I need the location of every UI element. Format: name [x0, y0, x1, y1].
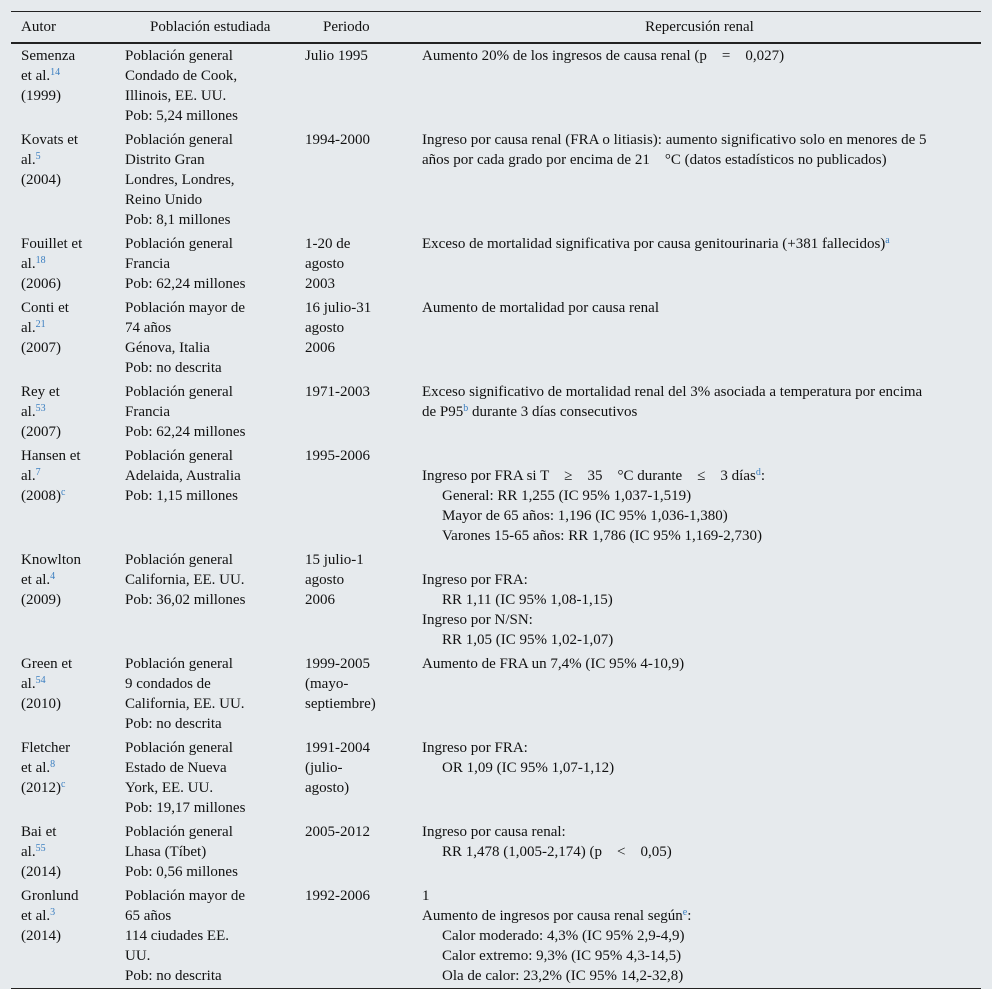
period-cell [301, 128, 418, 232]
author-line [21, 886, 121, 906]
population-line: Población general [125, 824, 233, 840]
author-line [21, 338, 121, 358]
author-cell [11, 296, 121, 380]
author-line [21, 66, 121, 86]
author-line [21, 170, 121, 190]
author-line [21, 318, 121, 338]
author-text: al. [21, 844, 36, 860]
author-text: (2009) [21, 592, 61, 608]
footnote-mark: a [885, 235, 890, 246]
author-text: Fouillet et [21, 236, 83, 252]
author-text: et al. [21, 68, 51, 84]
author-line [21, 402, 121, 422]
renal-impact-text: Aumento de ingresos por causa renal según [422, 908, 683, 924]
author-cell [11, 380, 121, 444]
period-line: 2003 [305, 276, 335, 292]
renal-impact-text: Ingreso por FRA: [422, 740, 528, 756]
period-line: 1-20 de [305, 236, 351, 252]
population-cell [121, 820, 301, 884]
period-line: septiembre) [305, 696, 376, 712]
renal-impact-cell [418, 820, 981, 884]
author-cell [11, 884, 121, 989]
population-line: Pob: no descrita [125, 716, 222, 732]
renal-impact-line [422, 906, 961, 926]
renal-impact-text: Ingreso por N/SN: [422, 612, 533, 628]
period-cell [301, 296, 418, 380]
population-line: Pob: 0,56 millones [125, 864, 238, 880]
header-period: Periodo [323, 19, 370, 35]
period-line: 1992-2006 [305, 888, 370, 904]
author-text: Gronlund [21, 888, 79, 904]
author-line [21, 274, 121, 294]
author-line [21, 486, 121, 506]
renal-impact-text: Aumento 20% de los ingresos de causa renal (p = 0,027) [422, 48, 785, 64]
author-line [21, 382, 121, 402]
population-line: Población general [125, 740, 233, 756]
renal-impact-cell [418, 380, 981, 444]
author-text: (2004) [21, 172, 61, 188]
population-line: Condado de Cook, [125, 68, 238, 84]
renal-impact-text-tail: durante 3 días consecutivos [468, 404, 638, 420]
population-line: Población general [125, 552, 233, 568]
renal-impact-text: Varones 15-65 años: RR 1,786 (IC 95% 1,169-2,730) [442, 528, 762, 544]
author-line [21, 738, 121, 758]
author-line [21, 298, 121, 318]
renal-impact-line [422, 926, 961, 946]
author-text: et al. [21, 760, 51, 776]
renal-impact-text: Calor extremo: 9,3% (IC 95% 4,3-14,5) [442, 948, 682, 964]
author-line [21, 778, 121, 798]
table-row [11, 736, 981, 820]
renal-impact-text: Ingreso por causa renal (FRA o litiasis): aumento significativo solo en menores de 5 [422, 132, 927, 148]
author-line [21, 674, 121, 694]
population-line: Pob: 19,17 millones [125, 800, 246, 816]
author-text: Kovats et [21, 132, 79, 148]
population-line: Pob: 8,1 millones [125, 212, 231, 228]
population-line: Illinois, EE. UU. [125, 88, 227, 104]
population-line: Pob: 36,02 millones [125, 592, 246, 608]
renal-impact-table [11, 11, 981, 989]
population-line: California, EE. UU. [125, 696, 245, 712]
population-line: Población general [125, 48, 233, 64]
population-cell [121, 296, 301, 380]
author-cell [11, 444, 121, 548]
footnote-mark: d [755, 467, 761, 478]
population-line: UU. [125, 948, 151, 964]
period-cell [301, 736, 418, 820]
renal-impact-text: OR 1,09 (IC 95% 1,07-1,12) [442, 760, 615, 776]
period-line: agosto) [305, 780, 350, 796]
renal-impact-line [422, 966, 961, 986]
renal-impact-cell [418, 736, 981, 820]
reference-number: 14 [50, 67, 61, 78]
population-cell [121, 652, 301, 736]
population-line: 9 condados de [125, 676, 211, 692]
period-line: 15 julio-1 [305, 552, 364, 568]
renal-impact-line [422, 446, 961, 466]
author-text: (2014) [21, 864, 61, 880]
period-line: 1994-2000 [305, 132, 370, 148]
population-line: York, EE. UU. [125, 780, 214, 796]
author-text: Rey et [21, 384, 60, 400]
renal-impact-line [422, 946, 961, 966]
author-text: Bai et [21, 824, 57, 840]
period-line: (julio- [305, 760, 343, 776]
table-row [11, 232, 981, 296]
author-text: (2007) [21, 424, 61, 440]
author-cell [11, 232, 121, 296]
table-header [11, 12, 981, 44]
period-line: 2005-2012 [305, 824, 370, 840]
period-cell [301, 43, 418, 128]
renal-impact-line [422, 526, 961, 546]
table-row [11, 296, 981, 380]
renal-impact-cell [418, 548, 981, 652]
population-cell [121, 736, 301, 820]
renal-impact-text: Mayor de 65 años: 1,196 (IC 95% 1,036-1,380) [442, 508, 728, 524]
population-line: Pob: 62,24 millones [125, 276, 246, 292]
author-text: al. [21, 404, 36, 420]
author-text: (2008) [21, 488, 61, 504]
period-cell [301, 884, 418, 989]
renal-impact-text: Ingreso por FRA: [422, 572, 528, 588]
period-line: 1991-2004 [305, 740, 370, 756]
renal-impact-line [422, 738, 961, 758]
reference-number: 53 [35, 403, 46, 414]
author-line [21, 654, 121, 674]
footnote-mark: c [61, 779, 66, 790]
period-cell [301, 548, 418, 652]
footnote-mark: e [682, 907, 688, 918]
population-cell [121, 43, 301, 128]
author-line [21, 86, 121, 106]
table-body [11, 43, 981, 989]
author-line [21, 150, 121, 170]
renal-impact-line [422, 466, 961, 486]
population-line: Pob: 1,15 millones [125, 488, 238, 504]
author-line [21, 694, 121, 714]
table-row [11, 380, 981, 444]
author-text: et al. [21, 908, 51, 924]
population-cell [121, 548, 301, 652]
renal-impact-text: Exceso de mortalidad significativa por causa genitourinaria (+381 fallecidos) [422, 236, 886, 252]
reference-number: 5 [35, 151, 41, 162]
renal-impact-line [422, 486, 961, 506]
renal-impact-line [422, 130, 961, 150]
renal-impact-line [422, 550, 961, 570]
author-text: Knowlton [21, 552, 81, 568]
author-text: (2014) [21, 928, 61, 944]
period-line: 1999-2005 [305, 656, 370, 672]
renal-impact-line [422, 610, 961, 630]
population-line: Pob: no descrita [125, 968, 222, 984]
author-cell [11, 820, 121, 884]
renal-impact-line [422, 234, 961, 254]
author-line [21, 822, 121, 842]
renal-impact-line [422, 630, 961, 650]
header-population: Población estudiada [150, 19, 271, 35]
renal-impact-cell [418, 884, 981, 989]
renal-impact-text: RR 1,05 (IC 95% 1,02-1,07) [442, 632, 614, 648]
renal-impact-cell [418, 232, 981, 296]
header-row [11, 12, 981, 44]
period-line: 1971-2003 [305, 384, 370, 400]
author-text: al. [21, 320, 36, 336]
population-cell [121, 380, 301, 444]
renal-impact-text: años por cada grado por encima de 21 °C (datos estadísticos no publicados) [422, 152, 887, 168]
author-line [21, 906, 121, 926]
renal-impact-text: Aumento de mortalidad por causa renal [422, 300, 659, 316]
author-text: (1999) [21, 88, 61, 104]
footnote-mark: c [61, 487, 66, 498]
author-cell [11, 736, 121, 820]
population-line: Estado de Nueva [125, 760, 227, 776]
table-row [11, 444, 981, 548]
population-line: 74 años [125, 320, 172, 336]
author-line [21, 550, 121, 570]
author-text: al. [21, 256, 36, 272]
renal-impact-text: de P95 [422, 404, 464, 420]
renal-impact-line [422, 506, 961, 526]
author-text: al. [21, 152, 36, 168]
reference-number: 3 [50, 907, 56, 918]
table-row [11, 820, 981, 884]
reference-number: 8 [50, 759, 56, 770]
population-line: Francia [125, 404, 170, 420]
population-line: Génova, Italia [125, 340, 210, 356]
population-line: Población general [125, 656, 233, 672]
table-row [11, 548, 981, 652]
author-cell [11, 43, 121, 128]
population-line: California, EE. UU. [125, 572, 245, 588]
renal-impact-text: Ola de calor: 23,2% (IC 95% 14,2-32,8) [442, 968, 684, 984]
renal-impact-line [422, 822, 961, 842]
renal-impact-cell [418, 128, 981, 232]
author-text: al. [21, 468, 36, 484]
period-line: 2006 [305, 592, 335, 608]
renal-impact-text: RR 1,11 (IC 95% 1,08-1,15) [442, 592, 613, 608]
author-text: (2006) [21, 276, 61, 292]
author-cell [11, 652, 121, 736]
author-line [21, 590, 121, 610]
renal-impact-text: Aumento de FRA un 7,4% (IC 95% 4-10,9) [422, 656, 685, 672]
population-line: Pob: 62,24 millones [125, 424, 246, 440]
reference-number: 7 [35, 467, 41, 478]
reference-number: 18 [35, 255, 46, 266]
population-line: Francia [125, 256, 170, 272]
author-line [21, 446, 121, 466]
renal-impact-text: Exceso significativo de mortalidad renal del 3% asociada a temperatura por encima [422, 384, 923, 400]
header-author: Autor [21, 19, 56, 35]
renal-impact-cell [418, 43, 981, 128]
table-container [11, 11, 981, 989]
author-cell [11, 548, 121, 652]
period-line: 2006 [305, 340, 335, 356]
author-line [21, 234, 121, 254]
reference-number: 55 [35, 843, 46, 854]
renal-impact-text: Calor moderado: 4,3% (IC 95% 2,9-4,9) [442, 928, 685, 944]
author-line [21, 862, 121, 882]
author-line [21, 422, 121, 442]
reference-number: 4 [50, 571, 56, 582]
table-row [11, 884, 981, 989]
author-line [21, 130, 121, 150]
author-text: Green et [21, 656, 73, 672]
author-cell [11, 128, 121, 232]
population-cell [121, 444, 301, 548]
period-cell [301, 820, 418, 884]
author-line [21, 46, 121, 66]
period-line: (mayo- [305, 676, 349, 692]
renal-impact-text: RR 1,478 (1,005-2,174) (p < 0,05) [442, 844, 672, 860]
population-cell [121, 128, 301, 232]
table-row [11, 43, 981, 128]
author-text: Semenza [21, 48, 76, 64]
population-line: 65 años [125, 908, 172, 924]
population-line: Adelaida, Australia [125, 468, 241, 484]
renal-impact-cell [418, 652, 981, 736]
period-cell [301, 444, 418, 548]
renal-impact-text: Ingreso por FRA si T ≥ 35 °C durante ≤ 3 días [422, 468, 756, 484]
period-line: agosto [305, 320, 345, 336]
reference-number: 54 [35, 675, 46, 686]
population-line: Londres, Londres, [125, 172, 235, 188]
table-row [11, 128, 981, 232]
period-line: 16 julio-31 [305, 300, 372, 316]
author-text: (2007) [21, 340, 61, 356]
period-line: 1995-2006 [305, 448, 370, 464]
population-line: Lhasa (Tíbet) [125, 844, 207, 860]
author-text: (2012) [21, 780, 61, 796]
population-line: Distrito Gran [125, 152, 205, 168]
period-cell [301, 652, 418, 736]
period-line: agosto [305, 256, 345, 272]
population-line: 114 ciudades EE. [125, 928, 229, 944]
population-line: Población mayor de [125, 300, 245, 316]
renal-impact-line [422, 654, 961, 674]
population-cell [121, 232, 301, 296]
renal-impact-line [422, 758, 961, 778]
renal-impact-text: General: RR 1,255 (IC 95% 1,037-1,519) [442, 488, 692, 504]
period-line: Julio 1995 [305, 48, 368, 64]
population-line: Población general [125, 448, 233, 464]
header-renal-impact: Repercusión renal [645, 19, 754, 35]
author-line [21, 758, 121, 778]
population-line: Población general [125, 132, 233, 148]
author-line [21, 570, 121, 590]
author-text: Conti et [21, 300, 69, 316]
renal-impact-text-tail: : [687, 908, 692, 924]
population-line: Pob: 5,24 millones [125, 108, 238, 124]
renal-impact-line [422, 842, 961, 862]
table-row [11, 652, 981, 736]
renal-impact-line [422, 402, 961, 422]
renal-impact-line [422, 886, 961, 906]
footnote-mark: b [463, 403, 469, 414]
author-line [21, 842, 121, 862]
period-line: agosto [305, 572, 345, 588]
author-line [21, 466, 121, 486]
renal-impact-line [422, 382, 961, 402]
renal-impact-line [422, 46, 961, 66]
period-cell [301, 232, 418, 296]
renal-impact-line [422, 590, 961, 610]
renal-impact-line [422, 570, 961, 590]
author-text: Fletcher [21, 740, 71, 756]
population-line: Población general [125, 236, 233, 252]
population-line: Población mayor de [125, 888, 245, 904]
population-line: Pob: no descrita [125, 360, 222, 376]
author-line [21, 254, 121, 274]
author-text: et al. [21, 572, 51, 588]
renal-impact-text: 1 [422, 888, 430, 904]
population-line: Población general [125, 384, 233, 400]
renal-impact-cell [418, 296, 981, 380]
population-cell [121, 884, 301, 989]
population-line: Reino Unido [125, 192, 203, 208]
period-cell [301, 380, 418, 444]
renal-impact-cell [418, 444, 981, 548]
renal-impact-text-tail: : [760, 468, 766, 484]
author-text: al. [21, 676, 36, 692]
author-text: (2010) [21, 696, 61, 712]
renal-impact-text: Ingreso por causa renal: [422, 824, 566, 840]
author-line [21, 926, 121, 946]
reference-number: 21 [35, 319, 46, 330]
renal-impact-line [422, 150, 961, 170]
author-text: Hansen et [21, 448, 81, 464]
renal-impact-line [422, 298, 961, 318]
